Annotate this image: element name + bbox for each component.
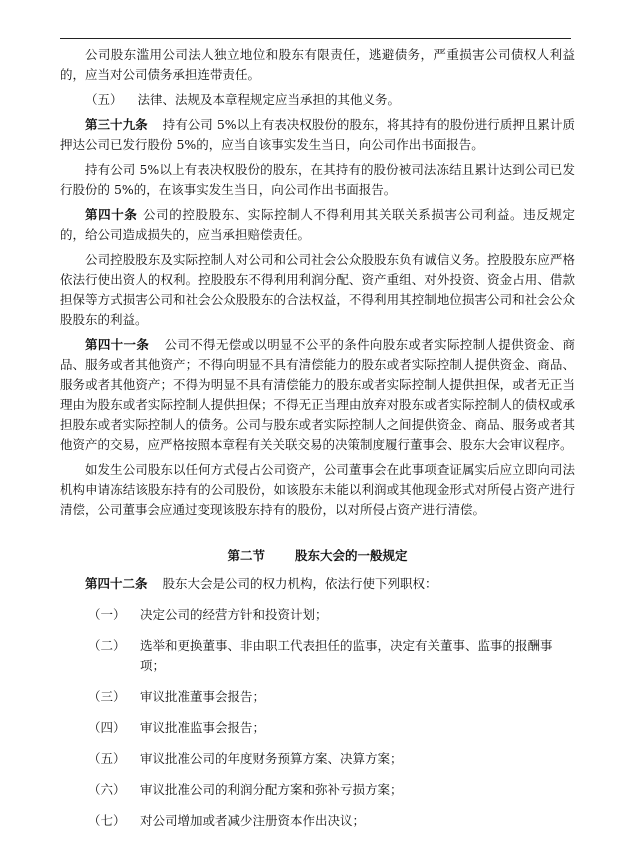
article-label: 第四十二条 [85,576,148,591]
article-text: 股东大会是公司的权力机构，依法行使下列职权： [162,576,438,591]
section-number: 第二节 [227,548,265,563]
list-item [60,636,575,676]
article-text: 公司不得无偿或以明显不公平的条件向股东或者实际控制人提供资金、商品、服务或者其他资产；不得向明显不具有清偿能力的股东或者实际控制人提供资金、商品、服务或者其他资产；不得为明显不具有清偿能力的股东或者实际控制人提供担保，或者无正当理由为股东或者实际控制人提供担保；不得无正当理由放弃对股东或者实际控制人的债权或承担股东或者实际控制人的债务。公司与股东或者实际控制人之间提供资金、商品、服务或者其他资产的交易，应严格按照本章程有关关联交易的决策制度履行董事会、股东大会审议程序。 [60,337,575,452]
article-label: 第三十九条 [85,117,148,132]
list-item [60,749,575,769]
article-41 [60,335,575,455]
list-item-number: （三） [88,689,126,704]
list-item [60,811,575,831]
list-item-text: 审议批准监事会报告； [140,720,266,735]
list-item-text: 选举和更换董事、非由职工代表担任的监事，决定有关董事、监事的报酬事项； [140,638,553,673]
list-item [60,718,575,738]
section-heading [60,546,575,566]
list-item-text: 审议批准董事会报告； [140,689,266,704]
list-item-number: （四） [88,720,126,735]
document-body [60,45,575,842]
article-42 [60,574,575,594]
paragraph-asset-seizure: 如发生公司股东以任何方式侵占公司资产，公司董事会在此事项查证属实后应立即向司法机构申请冻结该股东持有的公司股份，如该股东未能以利润或其他现金形式对所侵占资产进行清偿，公司董事会应通过变现该股东持有的股份，以对所侵占资产进行清偿。 [60,462,575,517]
paragraph-shareholder-abuse: 公司股东滥用公司法人独立地位和股东有限责任，逃避债务，严重损害公司债权人利益的，应当对公司债务承担连带责任。 [60,47,575,82]
list-item-number: （六） [88,782,126,797]
list-item-number: （五） [88,751,126,766]
paragraph-controlling-shareholder: 公司控股股东及实际控制人对公司和公司社会公众股股东负有诚信义务。控股股东应严格依法行使出资人的权利。控股股东不得利用利润分配、资产重组、对外投资、资金占用、借款担保等方式损害公司和社会公众股股东的合法权益，不得利用其控制地位损害公司和社会公众股股东的利益。 [60,252,575,327]
header-rule [60,38,571,39]
item-text: 法律、法规及本章程规定应当承担的其他义务。 [137,92,401,107]
article-text: 持有公司 5%以上有表决权股份的股东，将其持有的股份进行质押且累计质押达公司已发行股份 5%的，应当自该事实发生当日，向公司作出书面报告。 [60,117,575,152]
list-item-text: 审议批准公司的利润分配方案和弥补亏损方案； [140,782,403,797]
article-text: 公司的控股股东、实际控制人不得利用其关联关系损害公司利益。违反规定的，给公司造成损失的，应当承担赔偿责任。 [60,207,575,242]
list-item-text: 审议批准公司的年度财务预算方案、决算方案； [140,751,403,766]
powers-list [60,605,575,831]
article-label: 第四十一条 [85,337,150,352]
list-item-number: （七） [88,813,126,828]
paragraph-frozen-shares: 持有公司 5%以上有表决权股份的股东，在其持有的股份被司法冻结且累计达到公司已发行股份的 5%的，在该事实发生当日，向公司作出书面报告。 [60,162,575,197]
item-number: （五） [85,92,123,107]
list-item-text: 决定公司的经营方针和投资计划； [140,607,328,622]
list-item-number: （一） [88,607,126,622]
paragraph-obligation-5 [60,90,575,110]
section-title: 股东大会的一般规定 [295,548,408,563]
article-40 [60,205,575,245]
article-label: 第四十条 [85,207,138,222]
article-39 [60,115,575,155]
list-item-number: （二） [88,638,126,653]
list-item [60,687,575,707]
list-item [60,605,575,625]
list-item-text: 对公司增加或者减少注册资本作出决议； [140,813,366,828]
list-item [60,780,575,800]
